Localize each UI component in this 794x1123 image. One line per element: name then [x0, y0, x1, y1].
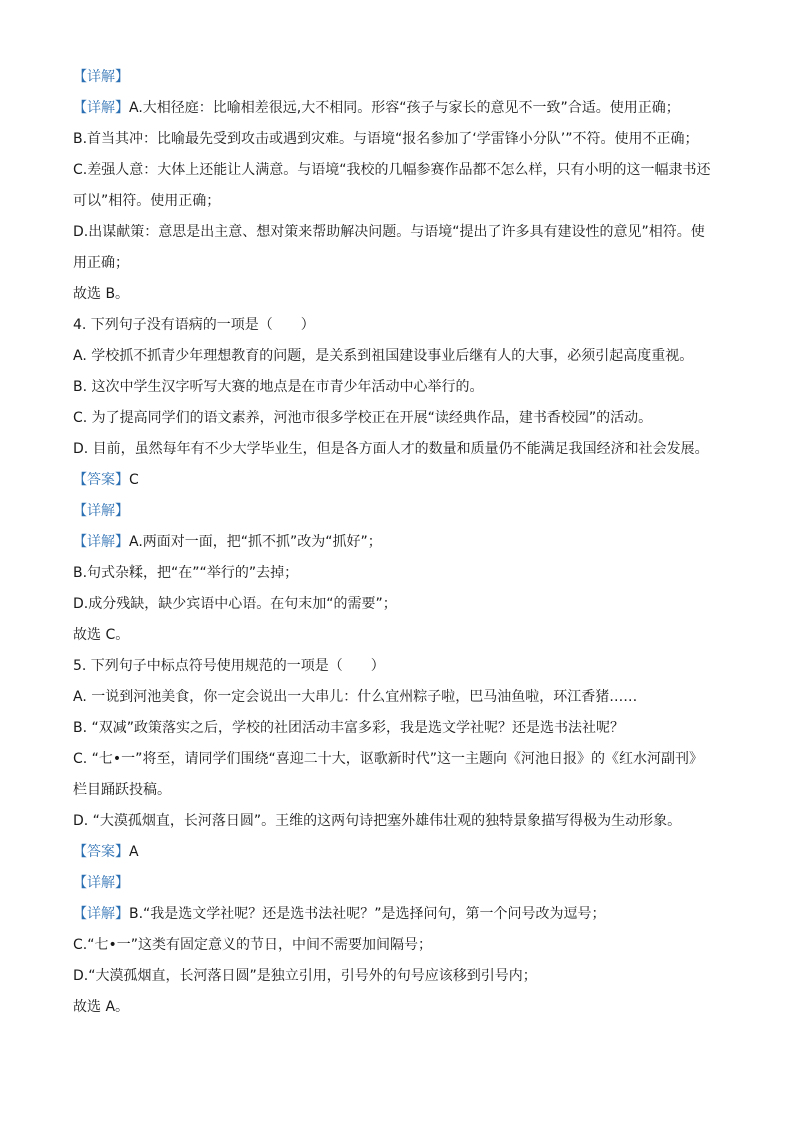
detail-line	[73, 93, 733, 124]
answer-value: A	[129, 844, 139, 860]
detail-line	[73, 527, 733, 558]
option-a: A. 一说到河池美食，你一定会说出一大串儿：什么宜州粽子啦，巴马油鱼啦，环江香猪……	[73, 689, 638, 705]
conclusion: 故选 C。	[73, 627, 130, 643]
detail-heading: 【详解】	[73, 875, 129, 891]
option-d: D. “大漠孤烟直，长河落日圆”。王维的这两句诗把塞外雄伟壮观的独特景象描写得极为生动形象。	[73, 813, 682, 829]
detail-tag: 【详解】	[73, 534, 129, 550]
detail-text: A.两面对一面，把“抓不抓”改为“抓好”；	[129, 534, 382, 550]
detail-heading: 【详解】	[73, 69, 129, 85]
detail-line: C.差强人意：大体上还能让人满意。与语境“我校的几幅参赛作品都不怎么样，只有小明的这一幅隶书还	[73, 162, 711, 178]
detail-line: 可以”相符。使用正确；	[73, 193, 221, 209]
option-c: C. “七•一”将至，请同学们围绕“喜迎二十大，讴歌新时代”这一主题向《河池日报》的《红水河副刊》	[73, 751, 703, 767]
option-c: C. 为了提高同学们的语文素养，河池市很多学校正在开展“读经典作品，建书香校园”的活动。	[73, 410, 653, 426]
answer-tag: 【答案】	[73, 844, 129, 860]
detail-line: D.成分残缺，缺少宾语中心语。在句末加“的需要”；	[73, 596, 397, 612]
answer-line	[73, 837, 733, 868]
conclusion: 故选 B。	[73, 286, 130, 302]
detail-line: D.“大漠孤烟直，长河落日圆”是独立引用，引号外的句号应该移到引号内；	[73, 968, 537, 984]
detail-line: B.句式杂糅，把“在”“举行的”去掉；	[73, 565, 299, 581]
detail-line: 用正确；	[73, 255, 129, 271]
document-page	[73, 62, 733, 1023]
detail-line: B.首当其冲：比喻最先受到攻击或遇到灾难。与语境“报名参加了‘学雷锋小分队’”不符。使用不正确；	[73, 131, 699, 147]
detail-line: D.出谋献策：意思是出主意、想对策来帮助解决问题。与语境“提出了许多具有建设性的意见”相符。使	[73, 224, 705, 240]
detail-line: C.“七•一”这类有固定意义的节日，中间不需要加间隔号；	[73, 937, 432, 953]
detail-text: B.“我是选文学社呢？还是选书法社呢？”是选择问句，第一个问号改为逗号；	[129, 906, 606, 922]
detail-line	[73, 899, 733, 930]
option-a: A. 学校抓不抓青少年理想教育的问题，是关系到祖国建设事业后继有人的大事，必须引起高度重视。	[73, 348, 694, 364]
option-b: B. “双减”政策落实之后，学校的社团活动丰富多彩，我是选文学社呢？还是选书法社呢？	[73, 720, 625, 736]
detail-tag: 【详解】	[73, 100, 129, 116]
option-b: B. 这次中学生汉字听写大赛的地点是在市青少年活动中心举行的。	[73, 379, 484, 395]
option-c-continued: 栏目踊跃投稿。	[73, 782, 171, 798]
option-d: D. 目前，虽然每年有不少大学毕业生，但是各方面人才的数量和质量仍不能满足我国经济和社会发展。	[73, 441, 709, 457]
detail-tag: 【详解】	[73, 906, 129, 922]
answer-tag: 【答案】	[73, 472, 129, 488]
detail-text: A.大相径庭：比喻相差很远,大不相同。形容“孩子与家长的意见不一致”合适。使用正确；	[129, 100, 680, 116]
question-stem: 5. 下列句子中标点符号使用规范的一项是（ ）	[73, 658, 385, 674]
answer-value: C	[129, 472, 139, 488]
question-stem: 4. 下列句子没有语病的一项是（ ）	[73, 317, 315, 333]
detail-heading: 【详解】	[73, 503, 129, 519]
conclusion: 故选 A。	[73, 999, 130, 1015]
answer-line	[73, 465, 733, 496]
